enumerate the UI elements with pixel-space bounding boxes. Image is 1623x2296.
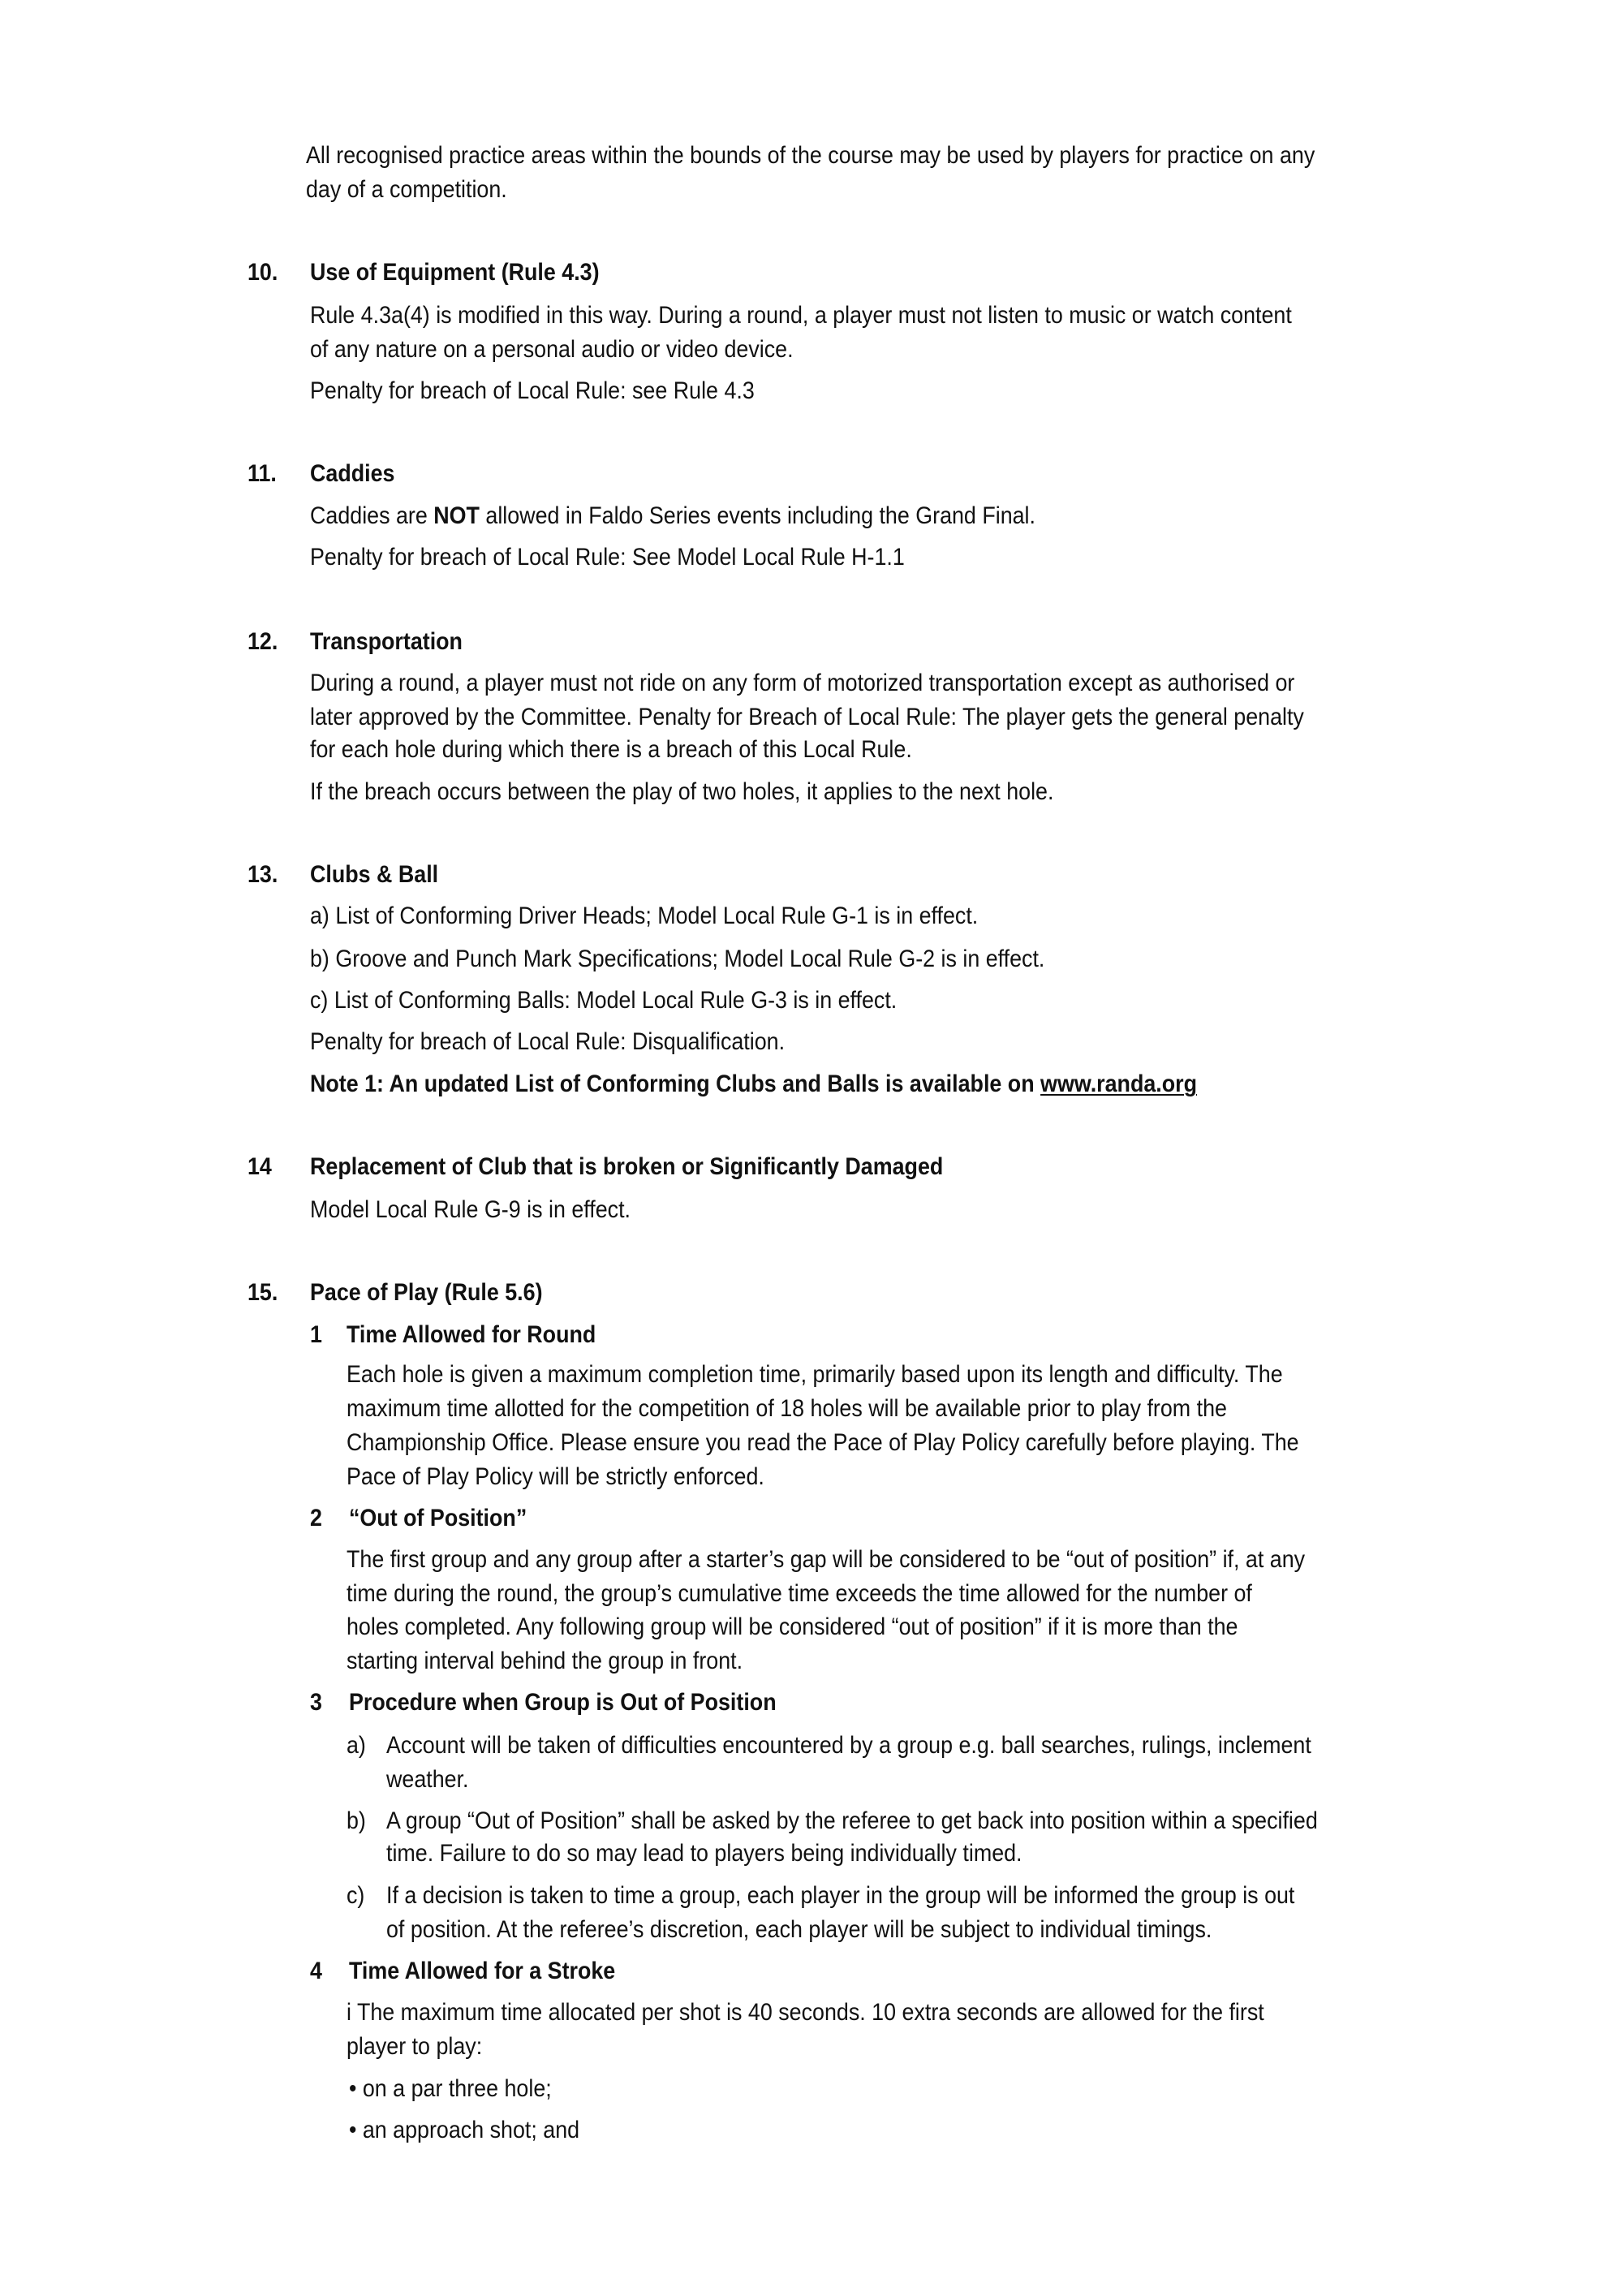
subsection-title: “Out of Position” (349, 1505, 527, 1531)
list-item-line: If a decision is taken to time a group, each player in the group will be informed the group is out (386, 1882, 1295, 1909)
body-text: allowed in Faldo Series events including the Grand Final. (479, 502, 1035, 529)
section-title: Caddies (310, 460, 395, 487)
subsection-body-line: The first group and any group after a starter’s gap will be considered to be “out of position” if, at any (347, 1546, 1306, 1573)
subsection-body-line: Championship Office. Please ensure you read the Pace of Play Policy carefully before playing. The (347, 1429, 1299, 1456)
section-body-line: of any nature on a personal audio or video device. (310, 336, 794, 363)
section-body-line: Model Local Rule G-9 is in effect. (310, 1196, 631, 1223)
section-number: 10. (248, 259, 278, 286)
body-text: Caddies are (310, 502, 434, 529)
list-item: c) List of Conforming Balls: Model Local Rule G-3 is in effect. (310, 987, 898, 1014)
intro-line: All recognised practice areas within the bounds of the course may be used by players for practice on any (306, 142, 1315, 169)
subsection-title: Procedure when Group is Out of Position (349, 1689, 777, 1716)
bullet-item: • on a par three hole; (349, 2075, 552, 2102)
section-title: Replacement of Club that is broken or Significantly Damaged (310, 1153, 944, 1180)
randa-link[interactable]: www.randa.org (1040, 1070, 1198, 1097)
note-text: Note 1: An updated List of Conforming Clubs and Balls is available on (310, 1070, 1041, 1097)
section-title: Use of Equipment (Rule 4.3) (310, 259, 600, 286)
penalty-text: Penalty for breach of Local Rule: Disqualification. (310, 1028, 786, 1055)
section-body-line: for each hole during which there is a breach of this Local Rule. (310, 736, 912, 763)
subsection-body-line: holes completed. Any following group will be considered “out of position” if it is more than the (347, 1613, 1238, 1640)
subsection-number: 3 (310, 1689, 322, 1716)
section-note (310, 1068, 1197, 1101)
list-label: b) (347, 1807, 366, 1834)
list-item-line: A group “Out of Position” shall be asked by the referee to get back into position within a specified (386, 1807, 1318, 1834)
list-label: a) (347, 1732, 366, 1759)
list-item: a) List of Conforming Driver Heads; Model Local Rule G-1 is in effect. (310, 902, 979, 929)
section-body-line: Rule 4.3a(4) is modified in this way. During a round, a player must not listen to music or watch content (310, 302, 1292, 329)
subsection-title: Time Allowed for Round (347, 1321, 596, 1348)
section-title: Pace of Play (Rule 5.6) (310, 1279, 543, 1306)
section-number: 12. (248, 628, 278, 655)
subsection-body-line: maximum time allotted for the competition of 18 holes will be available prior to play from the (347, 1395, 1227, 1422)
list-item: b) Groove and Punch Mark Specifications; Model Local Rule G-2 is in effect. (310, 946, 1045, 972)
list-item-line: Account will be taken of difficulties encountered by a group e.g. ball searches, rulings, inclement (386, 1732, 1311, 1759)
subsection-number: 1 (310, 1321, 322, 1348)
subsection-title: Time Allowed for a Stroke (349, 1958, 616, 1984)
section-body-line: later approved by the Committee. Penalty for Breach of Local Rule: The player gets the general penalty (310, 704, 1304, 730)
subsection-number: 4 (310, 1958, 322, 1984)
emphasis-text: NOT (433, 502, 480, 529)
section-number: 14 (248, 1153, 272, 1180)
list-item-line: of position. At the referee’s discretion, each player will be subject to individual timings. (386, 1916, 1212, 1943)
bullet-item: • an approach shot; and (349, 2117, 580, 2143)
subsection-body-line: i The maximum time allocated per shot is 40 seconds. 10 extra seconds are allowed for the first (347, 1999, 1264, 2026)
subsection-body-line: time during the round, the group’s cumulative time exceeds the time allowed for the number of (347, 1580, 1252, 1607)
section-body-line (310, 500, 1035, 532)
section-note: If the breach occurs between the play of two holes, it applies to the next hole. (310, 778, 1054, 805)
section-number: 13. (248, 861, 278, 888)
section-number: 15. (248, 1279, 278, 1306)
section-title: Clubs & Ball (310, 861, 439, 888)
section-title: Transportation (310, 628, 463, 655)
list-item-line: time. Failure to do so may lead to players being individually timed. (386, 1840, 1022, 1867)
subsection-body-line: starting interval behind the group in front. (347, 1648, 743, 1674)
section-number: 11. (248, 460, 277, 487)
penalty-text: Penalty for breach of Local Rule: see Rule 4.3 (310, 377, 755, 404)
subsection-body-line: player to play: (347, 2033, 483, 2060)
section-body-line: During a round, a player must not ride on any form of motorized transportation except as authorised or (310, 670, 1295, 696)
penalty-text: Penalty for breach of Local Rule: See Model Local Rule H-1.1 (310, 544, 905, 571)
subsection-body-line: Pace of Play Policy will be strictly enforced. (347, 1463, 764, 1490)
subsection-body-line: Each hole is given a maximum completion time, primarily based upon its length and difficulty. The (347, 1361, 1283, 1388)
list-item-line: weather. (386, 1766, 469, 1793)
intro-line: day of a competition. (306, 176, 507, 203)
subsection-number: 2 (310, 1505, 322, 1531)
list-label: c) (347, 1882, 365, 1909)
